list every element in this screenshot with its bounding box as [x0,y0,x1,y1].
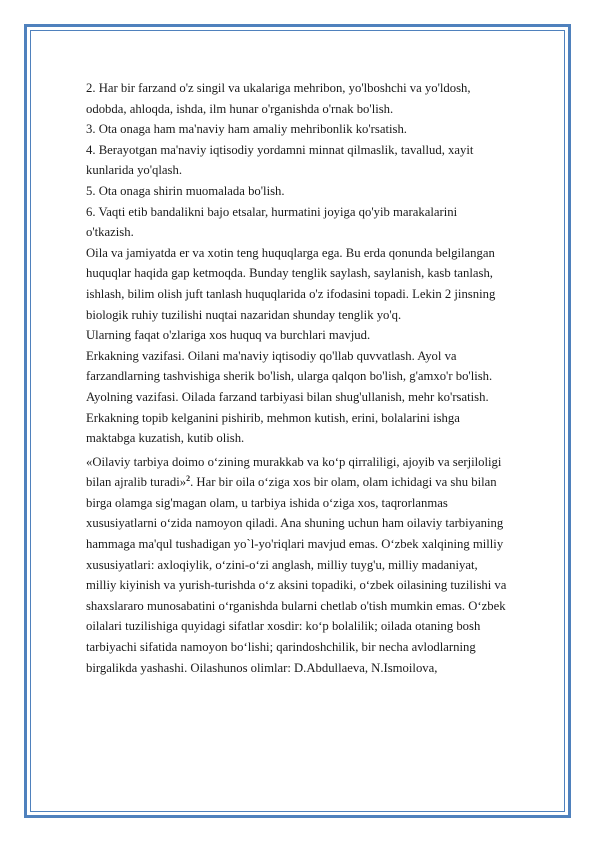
text-line: maktabga kuzatish, kutib olish. [86,431,245,446]
text-line: 5. Ota onaga shirin muomalada bo'lish. [86,183,285,198]
text-line: 6. Vaqti etib bandalikni bajo etsalar, hurmatini joyiga qo'yib marakalarini [86,204,458,219]
text-line: Erkakning topib kelganini pishirib, mehmon kutish, erini, bolalarini ishga [86,410,460,425]
text-line: Erkakning vazifasi. Oilani ma'naviy iqtisodiy qo'llab quvvatlash. Ayol va [86,348,457,363]
text-line: oilalari tuzilishiga quyidagi sifatlar xosdir: ko‘p bolalilik; oilada otaning bosh [86,619,481,634]
text-line: huquqlar haqida gap ketmoqda. Bunday tenglik saylash, saylanish, kasb tanlash, [86,266,493,281]
quote-second-prefix: bilan ajralib turadi» [86,475,187,490]
text-line: shaxslararo munosabatini o‘rganishda bularni chetlab o'tish mumkin emas. O‘zbek [86,598,506,613]
text-line: odobda, ahloqda, ishda, ilm hunar o'rganishda o'rnak bo'lish. [86,101,394,116]
quote-first-text: «Oilaviy tarbiya doimo o‘zining murakkab va ko‘p qirraliligi, ajoyib va serjiloligi [86,454,502,469]
text-line: biologik ruhiy tuzilishi nuqtai nazaridan shunday tenglik yo'q. [86,307,402,322]
text-line: Ularning faqat o'zlariga xos huquq va burchlari mavjud. [86,328,371,343]
document-body [86,78,552,678]
quote-second-suffix: . Har bir oila o‘ziga xos bir olam, olam ichidagi va shu bilan [190,475,497,490]
text-line: xususiyatlari: axloqiylik, o‘zini-o‘zi anglash, milliy tuyg'u, milliy madaniyat, [86,557,478,572]
text-line: 3. Ota onaga ham ma'naviy ham amaliy mehribonlik ko'rsatish. [86,122,407,137]
text-line: Oila va jamiyatda er va xotin teng huquqlarga ega. Bu erda qonunda belgilangan [86,245,495,260]
text-line: birgalikda yashashi. Oilashunos olimlar: D.Abdullaeva, N.Ismoilova, [86,660,438,675]
quote-first-line [86,452,552,473]
text-line: birga olamga sig'magan olam, u tarbiya ishida o‘ziga xos, taqrorlanmas [86,495,448,510]
text-line: farzandlarning tashvishiga sherik bo'lish, ularga qalqon bo'lish, g'amxo'r bo'lish. [86,369,493,384]
text-line: ishlash, bilim olish juft tanlash huquqlarida o'z ifodasini topadi. Lekin 2 jinsning [86,286,496,301]
footnote-mark[interactable]: 2 [186,474,191,484]
text-line: hammaga ma'qul tushadigan yo`l-yo'riqlari mavjud emas. O‘zbek xalqining milliy [86,537,504,552]
text-line: xususiyatlarni o‘zida namoyon qiladi. Ana shuning uchun ham oilaviy tarbiyaning [86,516,504,531]
quote-second-line [86,472,552,493]
text-line: 4. Berayotgan ma'naviy iqtisodiy yordamni minnat qilmaslik, tavallud, xayit [86,142,474,157]
text-line: tarbiyachi sifatida namoyon bo‘lishi; qarindoshchilik, bir necha avlodlarning [86,640,476,655]
text-line: o'tkazish. [86,225,134,240]
text-line: Ayolning vazifasi. Oilada farzand tarbiyasi bilan shug'ullanish, mehr ko'rsatish. [86,389,489,404]
text-line: milliy kiyinish va yurish-turishda o‘z aksini topadiki, o‘zbek oilasining tuzilishi va [86,578,507,593]
text-line: kunlarida yo'qlash. [86,163,183,178]
text-line: 2. Har bir farzand o'z singil va ukalariga mehribon, yo'lboshchi va yo'ldosh, [86,81,471,95]
